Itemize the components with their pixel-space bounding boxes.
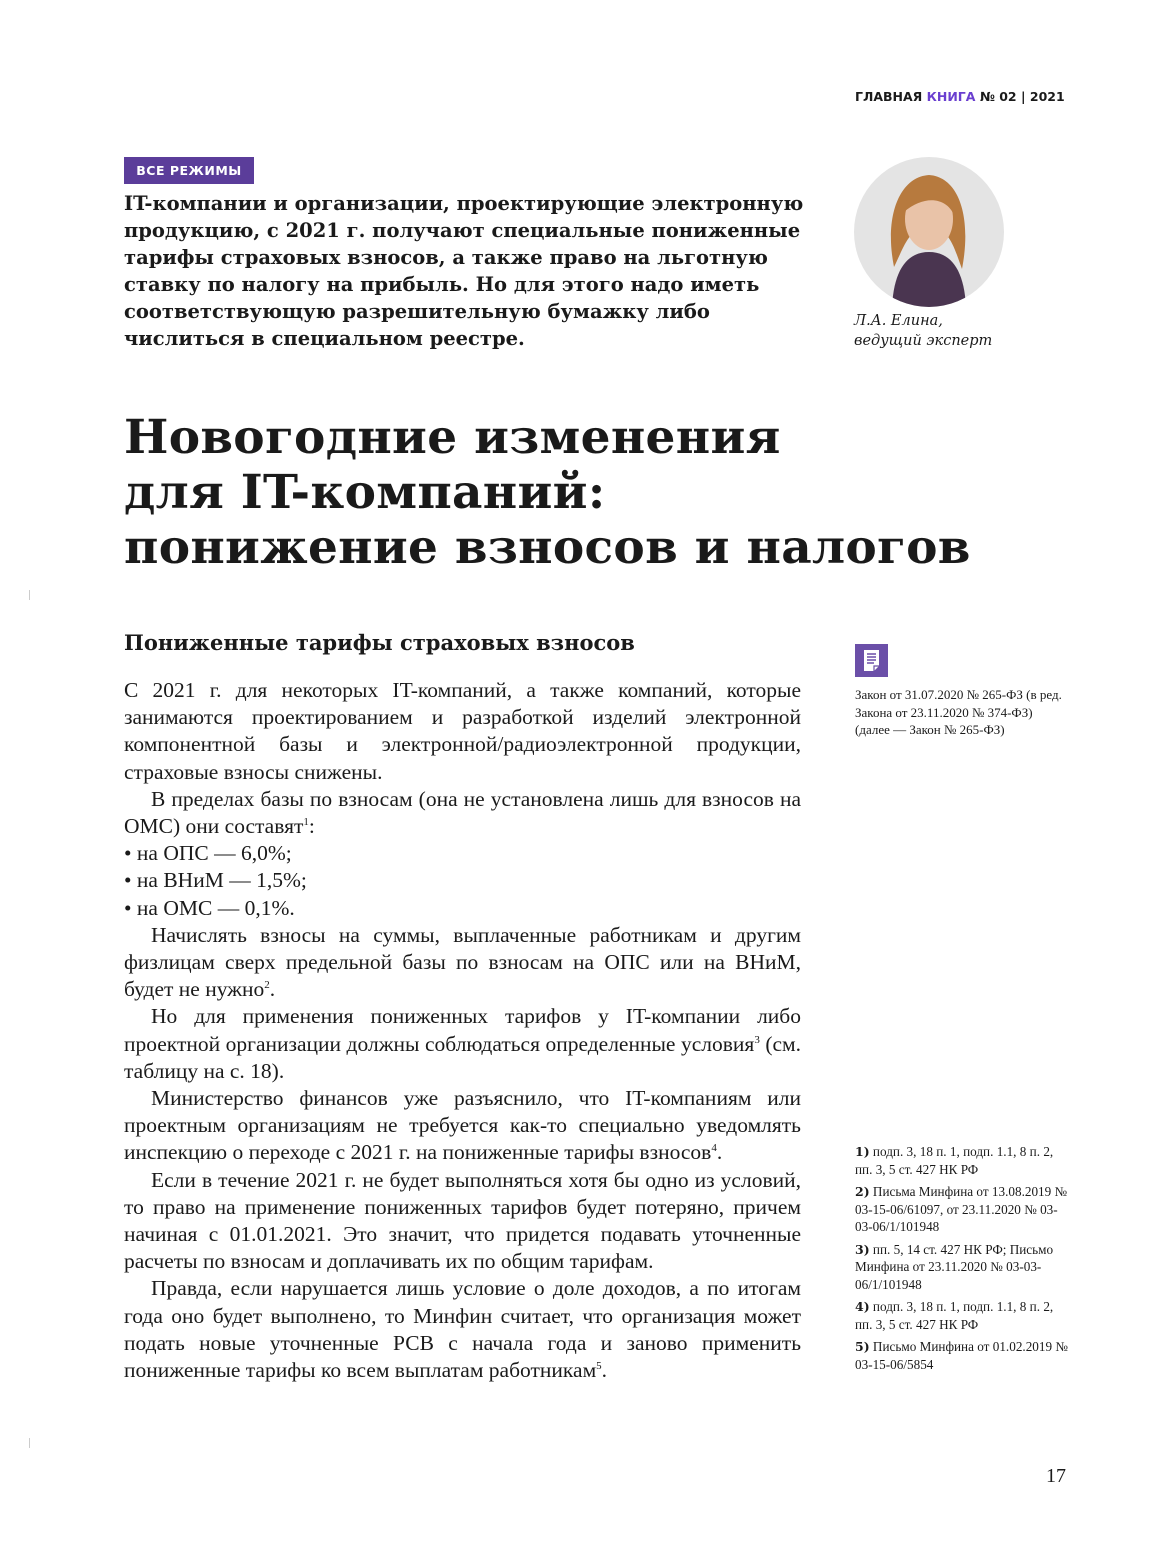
footnote: 2) Письма Минфина от 13.08.2019 № 03-15-06/61097, от 23.11.2020 № 03-03-06/1/101948	[855, 1184, 1068, 1234]
header-magazine-accent: КНИГА	[926, 89, 976, 104]
list-item: • на ОМС — 0,1%.	[124, 895, 801, 922]
document-icon	[855, 644, 888, 677]
footnote-ref: 1	[303, 815, 309, 828]
paragraph: Начислять взносы на суммы, выплаченные работникам и другим физлицам сверх предельной базы по взносам на ОПС или на ВНиМ, будет не нужно$^2$.	[124, 922, 801, 1002]
list-item: • на ВНиМ — 1,5%;	[124, 867, 801, 894]
crop-mark	[29, 1438, 30, 1448]
lead-paragraph: IT-компании и организации, проектирующие электронную продукцию, с 2021 г. получают специальные пониженные тарифы страховых взносов, а также право на льготную ставку по налогу на прибыль. Но для этого надо иметь соответствующую разрешительную бумажку либо числиться в специальном реестре.	[124, 192, 804, 350]
footnote: 5) Письмо Минфина от 01.02.2019 № 03-15-06/5854	[855, 1339, 1068, 1372]
author-caption	[854, 311, 992, 351]
law-reference-note: Закон от 31.07.2020 № 265-ФЗ (в ред. Закона от 23.11.2020 № 374-ФЗ) (далее — Закон № 265-ФЗ)	[855, 687, 1062, 737]
paragraph: Министерство финансов уже разъяснило, что IT-компаниям или проектным организациям не требуется как-то специально уведомлять инспекцию о переходе с 2021 г. на пониженные тарифы взносов$^4$.	[124, 1086, 801, 1165]
article-body	[124, 677, 801, 1384]
footnotes	[855, 1143, 1070, 1378]
footnote: 1) подп. 3, 18 п. 1, подп. 1.1, 8 п. 2, пп. 3, 5 ст. 427 НК РФ	[855, 1144, 1054, 1177]
article-title	[124, 410, 1024, 575]
author-photo	[854, 157, 1004, 307]
title-line: Новогодние изменения	[124, 410, 781, 465]
header-magazine-name: ГЛАВНАЯ	[855, 89, 923, 104]
footnote-ref: 2	[264, 979, 270, 992]
title-line: понижение взносов и налогов	[124, 520, 971, 575]
list-item: • на ОПС — 6,0%;	[124, 840, 801, 867]
running-header	[855, 89, 1065, 104]
author-role: ведущий эксперт	[854, 333, 993, 349]
rate-list	[124, 840, 801, 922]
crop-mark	[29, 590, 30, 600]
paragraph: Правда, если нарушается лишь условие о доле доходов, а по итогам года оно будет выполнено, то Минфин считает, что организация может подать новые уточненные РСВ с начала года и заново применить пониженные тарифы ко всем выплатам работникам$^5$.	[124, 1276, 801, 1383]
paragraph: С 2021 г. для некоторых IT-компаний, а также компаний, которые занимаются проектированием и разработкой изделий электронной компонентной базы и электронной/радиоэлектронной продукции, страховые взносы снижены.	[124, 678, 801, 784]
category-badge: ВСЕ РЕЖИМЫ	[124, 157, 254, 184]
author-name: Л.А. Елина,	[854, 313, 943, 329]
page-number: 17	[1046, 1465, 1066, 1487]
paragraph: Но для применения пониженных тарифов у IT-компании либо проектной организации должны соблюдаться определенные условия$^3$ (см. таблицу на с. 18).	[124, 1004, 801, 1083]
footnote: 4) подп. 3, 18 п. 1, подп. 1.1, 8 п. 2, пп. 3, 5 ст. 427 НК РФ	[855, 1299, 1054, 1332]
footnote-ref: 5	[596, 1359, 602, 1372]
footnote-ref: 4	[711, 1142, 717, 1155]
footnote: 3) пп. 5, 14 ст. 427 НК РФ; Письмо Минфина от 23.11.2020 № 03-03-06/1/101948	[855, 1241, 1054, 1292]
title-line: для IT-компаний:	[124, 465, 606, 520]
section-heading: Пониженные тарифы страховых взносов	[124, 630, 635, 655]
header-issue: № 02 | 2021	[979, 89, 1065, 104]
paragraph: Если в течение 2021 г. не будет выполняться хотя бы одно из условий, то право на применение пониженных тарифов будет потеряно, причем начиная с 01.01.2021. Это значит, что придется подавать уточненные расчеты по взносам и доплачивать их по общим тарифам.	[124, 1167, 801, 1274]
footnote-ref: 3	[754, 1033, 760, 1046]
paragraph: В пределах базы по взносам (она не установлена лишь для взносов на ОМС) они составят$^1$:	[124, 786, 801, 839]
